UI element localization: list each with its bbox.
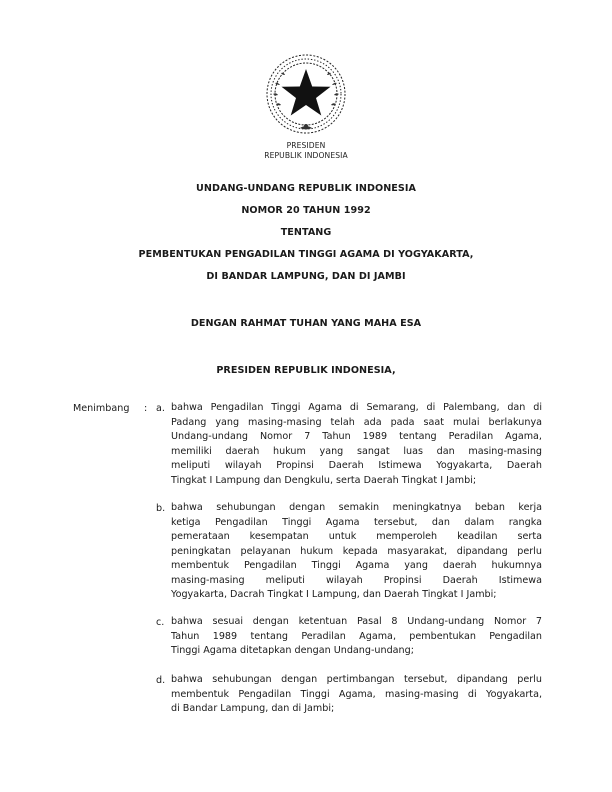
item-a-line: meliputi wilayah Propinsi Daerah Istimewa Yogyakarta, Daerah — [171, 460, 542, 471]
item-c-line: Tahun 1989 tentang Peradilan Agama, pembentukan Pengadilan — [171, 630, 542, 642]
item-d-line: bahwa sehubungan dengan pertimbangan tersebut, dipandang perlu — [171, 674, 542, 685]
item-a-line: memiliki daerah hukum yang sangat luas dan masing-masing — [171, 445, 542, 457]
law-number: NOMOR 20 TAHUN 1992 — [241, 205, 371, 216]
item-c-text — [171, 615, 542, 659]
item-b-line: ketiga Pengadilan Tinggi Agama tersebut, dan dalam rangka — [171, 516, 542, 528]
item-b-line: Yogyakarta, Dacrah Tingkat I Lampung, dan Daerah Tingkat I Jambi; — [171, 589, 497, 600]
item-b-line: peningkatan pelayanan hukum kepada masyarakat, dipandang perlu — [171, 545, 542, 557]
item-b-letter: b. — [156, 503, 166, 514]
item-b-line: pemerataan kesempatan untuk memperoleh keadilan serta — [171, 531, 542, 542]
item-c-line: bahwa sesuai dengan ketentuan Pasal 8 Undang-undang Nomor 7 — [171, 616, 542, 627]
item-b-line: membentuk Pengadilan Tinggi Agama yang daerah hukumnya — [171, 560, 542, 571]
considerations-colon: : — [144, 403, 148, 414]
item-d-line: di Bandar Lampung, dan di Jambi; — [171, 703, 335, 714]
item-a-letter: a. — [156, 403, 165, 414]
item-a-line: Padang yang masing-masing telah ada pada saat mulai berlakunya — [171, 416, 542, 428]
item-d-line: membentuk Pengadilan Tinggi Agama, masing-masing di Yogyakarta, — [171, 688, 542, 700]
item-a-text — [171, 401, 542, 488]
item-a-line: Tingkat I Lampung dan Dengkulu, serta Daerah Tingkat I Jambi; — [171, 474, 477, 486]
law-subject-line1: PEMBENTUKAN PENGADILAN TINGGI AGAMA DI YOGYAKARTA, — [138, 249, 474, 260]
item-d-text — [171, 673, 542, 717]
item-b-line: bahwa sehubungan dengan semakin meningkatnya beban kerja — [171, 502, 542, 513]
law-tentang: TENTANG — [280, 227, 332, 238]
law-title-line1: UNDANG-UNDANG REPUBLIK INDONESIA — [196, 183, 416, 194]
item-a-line: Undang-undang Nomor 7 Tahun 1989 tentang Peradilan Agama, — [171, 431, 542, 442]
considerations-label: Menimbang — [73, 403, 130, 414]
item-c-line: Tinggi Agama ditetapkan dengan Undang-undang; — [171, 645, 414, 656]
invocation: DENGAN RAHMAT TUHAN YANG MAHA ESA — [190, 318, 422, 329]
item-b-line: masing-masing meliputi wilayah Propinsi Daerah Istimewa — [171, 574, 542, 586]
seal-caption-republik: REPUBLIK INDONESIA — [264, 151, 348, 160]
item-b-text — [171, 501, 542, 603]
law-subject-line2: DI BANDAR LAMPUNG, DAN DI JAMBI — [206, 271, 406, 282]
item-a-line: bahwa Pengadilan Tinggi Agama di Semarang, di Palembang, dan di — [171, 402, 542, 413]
presidential-emblem-icon — [264, 52, 348, 136]
seal-caption-presiden: PRESIDEN — [286, 141, 326, 150]
issuer: PRESIDEN REPUBLIK INDONESIA, — [216, 365, 396, 376]
item-d-letter: d. — [156, 675, 166, 686]
item-c-letter: c. — [156, 617, 165, 628]
